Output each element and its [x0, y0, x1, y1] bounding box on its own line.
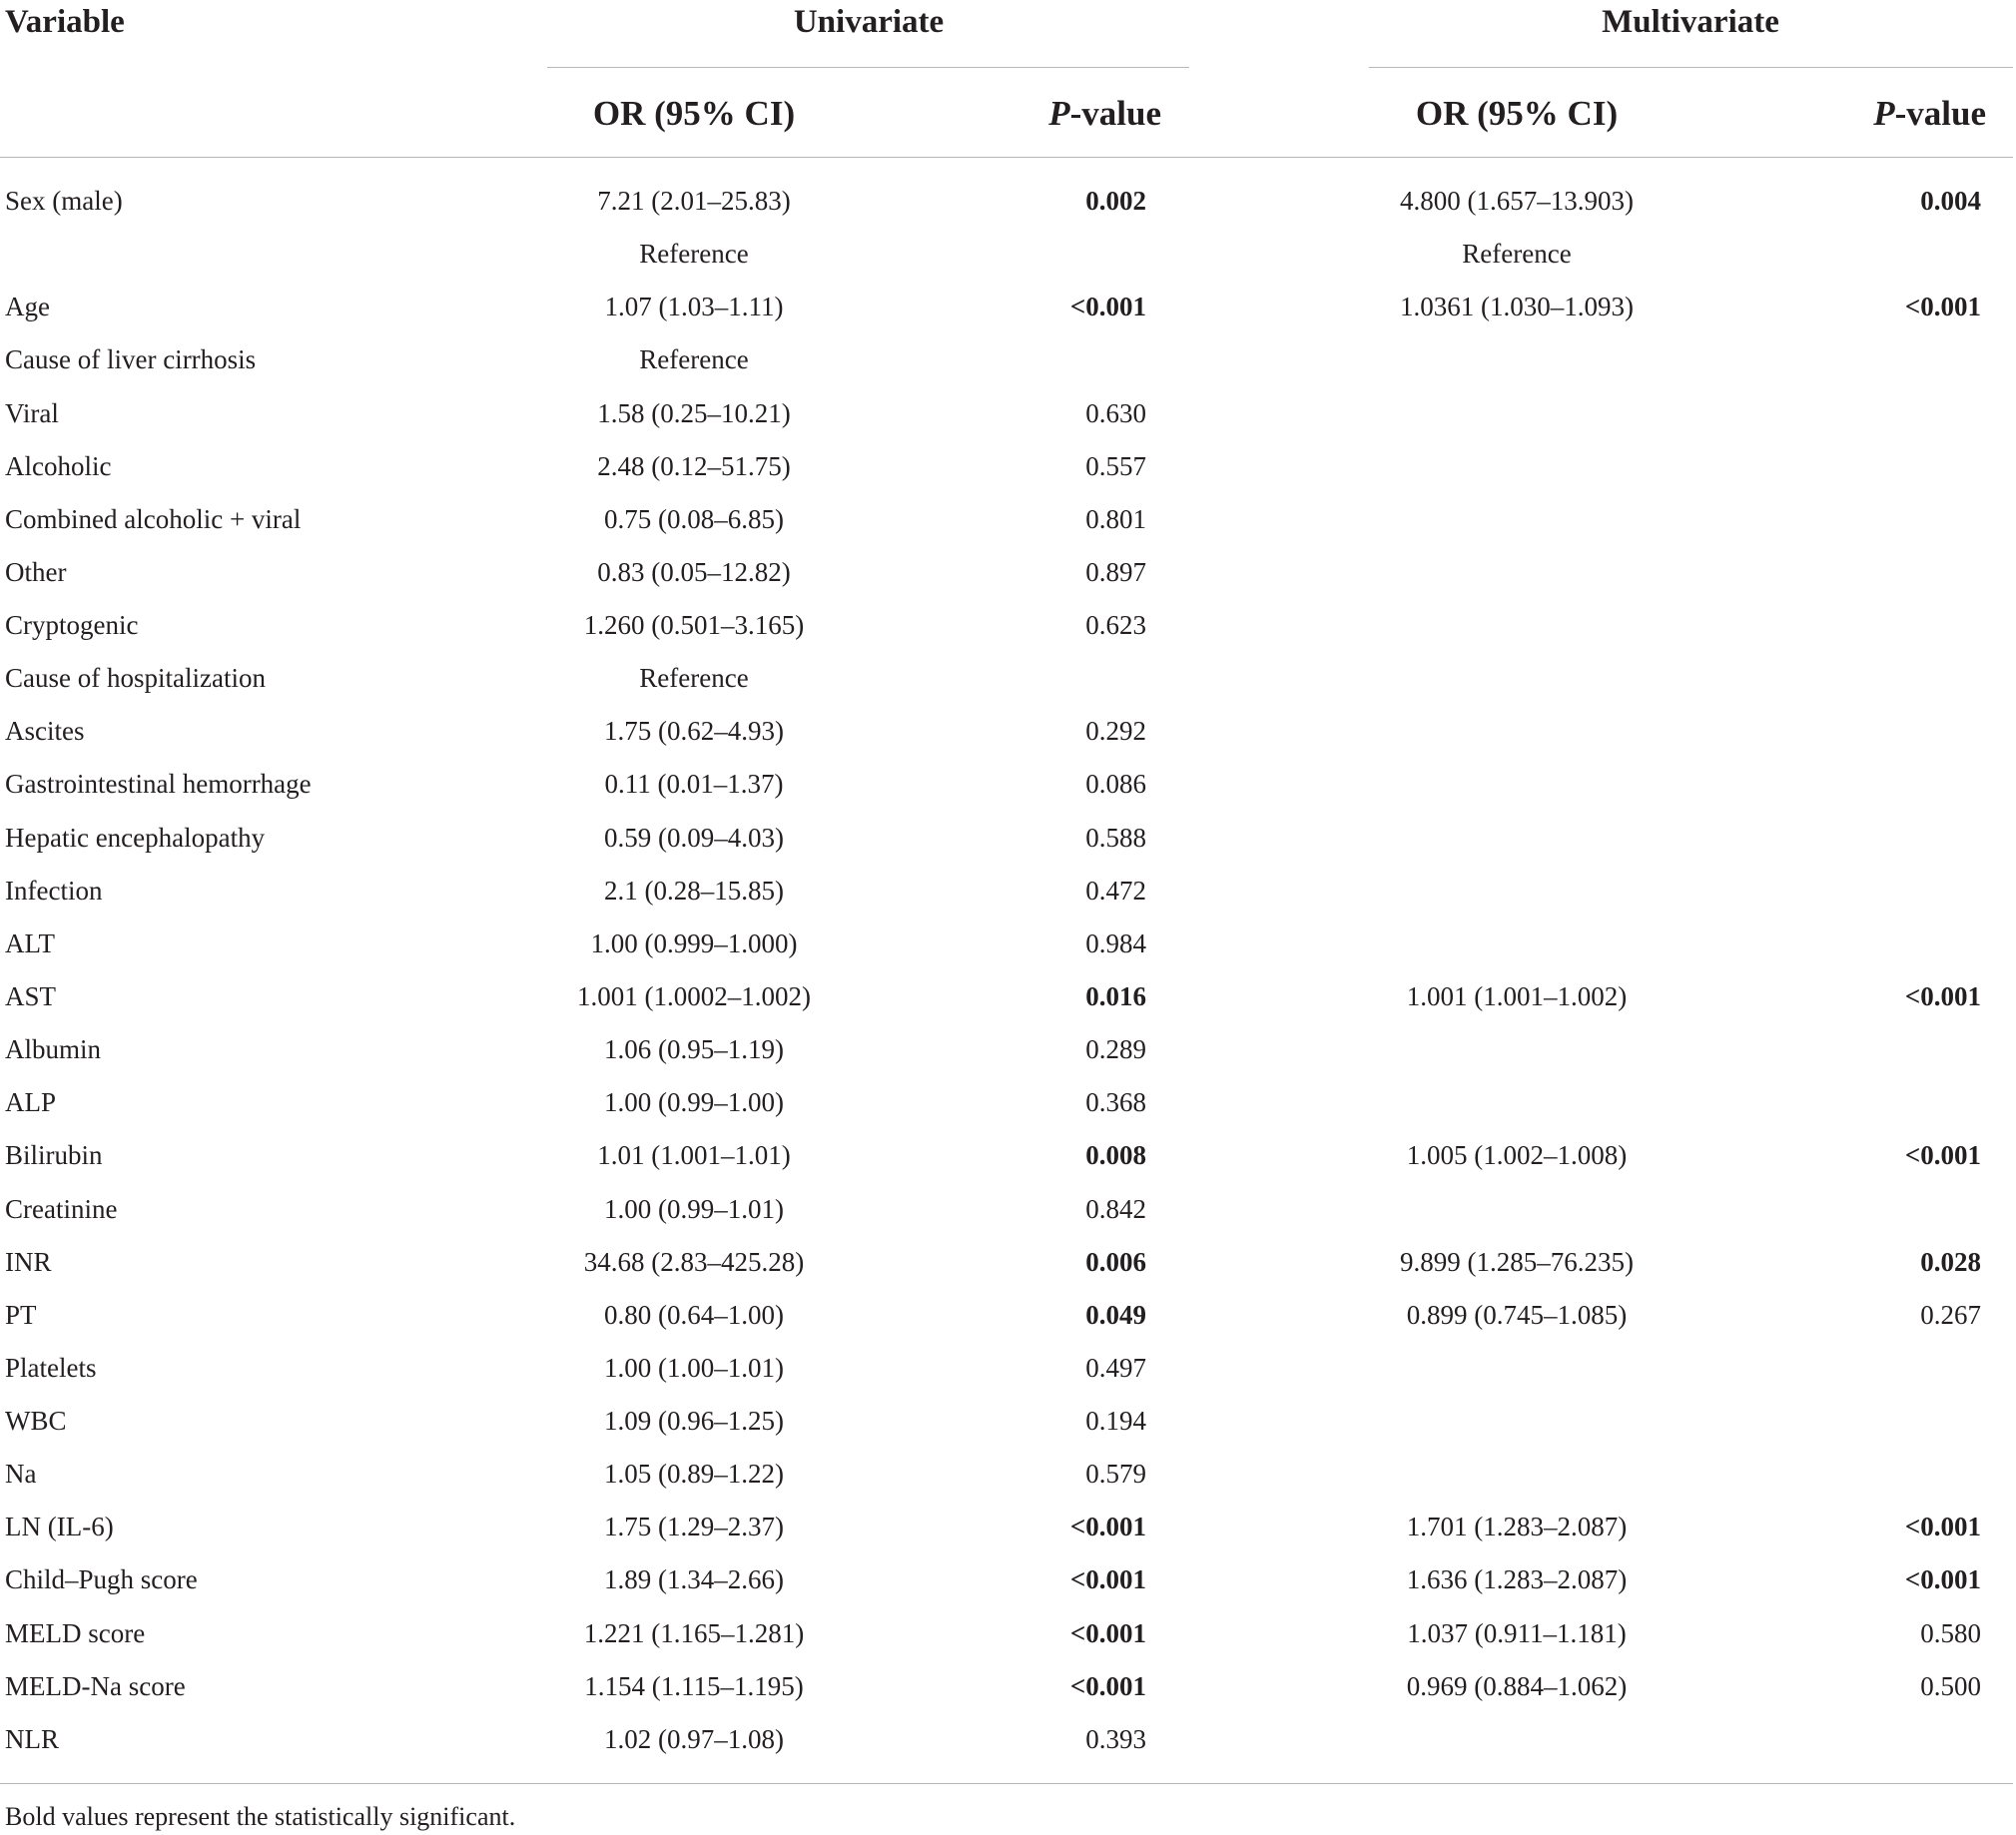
univariate-or-cell: Reference	[639, 663, 749, 694]
univariate-p-cell: 0.588	[1085, 822, 1146, 853]
univariate-p-cell: 0.630	[1085, 397, 1146, 428]
multivariate-header: Multivariate	[1602, 4, 1779, 40]
table-row	[0, 1129, 2016, 1182]
univariate-or-cell: Reference	[639, 344, 749, 375]
variable-cell: Platelets	[5, 1352, 97, 1383]
univariate-or-cell: 1.00 (0.999–1.000)	[590, 927, 798, 958]
variable-cell: Na	[5, 1459, 37, 1490]
univariate-or-cell: 1.05 (0.89–1.22)	[604, 1459, 784, 1490]
variable-cell: ALT	[5, 927, 56, 958]
table-row	[0, 1395, 2016, 1448]
univariate-p-cell: 0.194	[1085, 1406, 1146, 1436]
multivariate-p-cell: <0.001	[1904, 1512, 1981, 1542]
univariate-or-cell: 1.221 (1.165–1.281)	[583, 1617, 805, 1648]
table-row	[0, 1607, 2016, 1660]
variable-cell: INR	[5, 1246, 52, 1277]
multivariate-or-cell: Reference	[1462, 239, 1572, 270]
univariate-or-cell: 1.07 (1.03–1.11)	[604, 292, 784, 322]
univariate-or-cell: 1.260 (0.501–3.165)	[583, 610, 805, 640]
table-row	[0, 1553, 2016, 1606]
variable-cell: ALP	[5, 1087, 57, 1118]
univariate-p-cell: 0.623	[1085, 610, 1146, 640]
univariate-or-cell: 1.154 (1.115–1.195)	[584, 1670, 804, 1701]
univariate-or-cell: 1.00 (0.99–1.01)	[604, 1193, 784, 1224]
univariate-p-cell: <0.001	[1069, 292, 1146, 322]
table-row	[0, 1448, 2016, 1501]
p-rest: -value	[1069, 94, 1161, 133]
variable-cell: Ascites	[5, 716, 85, 747]
table-row	[0, 1076, 2016, 1129]
multivariate-p-cell: <0.001	[1904, 1564, 1981, 1595]
univariate-p-header	[1048, 94, 1161, 134]
table-row	[0, 546, 2016, 599]
multivariate-or-cell: 1.037 (0.911–1.181)	[1407, 1617, 1627, 1648]
univariate-header: Univariate	[793, 4, 945, 40]
multivariate-p-cell: 0.004	[1920, 186, 1981, 216]
table-row	[0, 281, 2016, 333]
univariate-or-cell: 0.80 (0.64–1.00)	[604, 1299, 784, 1330]
table-row	[0, 1236, 2016, 1289]
header-rule	[0, 157, 2013, 158]
table-row	[0, 1713, 2016, 1766]
univariate-or-cell: Reference	[639, 239, 749, 270]
table-row	[0, 970, 2016, 1023]
univariate-p-cell: <0.001	[1069, 1617, 1146, 1648]
univariate-p-cell: <0.001	[1069, 1670, 1146, 1701]
table-row	[0, 918, 2016, 970]
univariate-p-cell: 0.086	[1085, 769, 1146, 800]
table-row	[0, 705, 2016, 758]
table-row	[0, 387, 2016, 440]
variable-cell: Cryptogenic	[5, 610, 139, 640]
univariate-p-cell: 0.497	[1085, 1352, 1146, 1383]
univariate-p-cell: 0.897	[1085, 556, 1146, 587]
multivariate-or-cell: 1.636 (1.283–2.087)	[1406, 1564, 1628, 1595]
univariate-p-cell: 0.006	[1085, 1246, 1146, 1277]
table-row	[0, 1183, 2016, 1236]
univariate-p-cell: <0.001	[1069, 1512, 1146, 1542]
multivariate-or-cell: 4.800 (1.657–13.903)	[1400, 186, 1634, 216]
variable-cell: NLR	[5, 1723, 59, 1754]
table-row	[0, 652, 2016, 705]
table-row	[0, 812, 2016, 865]
multivariate-or-cell: 1.005 (1.002–1.008)	[1406, 1140, 1628, 1171]
univariate-p-cell: 0.557	[1085, 450, 1146, 481]
variable-cell: Creatinine	[5, 1193, 118, 1224]
univariate-p-cell: 0.368	[1085, 1087, 1146, 1118]
multivariate-p-cell: 0.500	[1920, 1670, 1981, 1701]
variable-cell: Other	[5, 556, 67, 587]
table-row	[0, 1501, 2016, 1553]
variable-cell: Infection	[5, 875, 103, 906]
univariate-p-cell: 0.842	[1085, 1193, 1146, 1224]
univariate-or-cell: 1.58 (0.25–10.21)	[597, 397, 791, 428]
p-italic: P	[1873, 94, 1895, 133]
variable-cell: PT	[5, 1299, 37, 1330]
univariate-or-cell: 0.59 (0.09–4.03)	[604, 822, 784, 853]
multivariate-group-rule	[1369, 67, 2013, 68]
table-row	[0, 1660, 2016, 1713]
multivariate-p-cell: <0.001	[1904, 292, 1981, 322]
variable-cell: Albumin	[5, 1034, 102, 1065]
table-row	[0, 175, 2016, 228]
variable-cell: Child–Pugh score	[5, 1564, 198, 1595]
table-row	[0, 599, 2016, 652]
univariate-or-header: OR (95% CI)	[592, 94, 796, 133]
table-row	[0, 1342, 2016, 1395]
univariate-or-cell: 2.48 (0.12–51.75)	[597, 450, 791, 481]
variable-cell: Viral	[5, 397, 59, 428]
univariate-or-cell: 1.09 (0.96–1.25)	[604, 1406, 784, 1436]
multivariate-or-cell: 9.899 (1.285–76.235)	[1400, 1246, 1634, 1277]
univariate-or-cell: 1.01 (1.001–1.01)	[597, 1140, 791, 1171]
variable-cell: Bilirubin	[5, 1140, 103, 1171]
univariate-p-cell: 0.984	[1085, 927, 1146, 958]
multivariate-or-header: OR (95% CI)	[1415, 94, 1619, 133]
univariate-p-cell: 0.472	[1085, 875, 1146, 906]
univariate-p-cell: 0.049	[1085, 1299, 1146, 1330]
variable-cell: LN (IL-6)	[5, 1512, 114, 1542]
univariate-or-cell: 1.06 (0.95–1.19)	[604, 1034, 784, 1065]
variable-cell: WBC	[5, 1406, 67, 1436]
univariate-p-cell: 0.016	[1085, 981, 1146, 1011]
variable-cell: Cause of hospitalization	[5, 663, 266, 694]
variable-cell: Alcoholic	[5, 450, 112, 481]
multivariate-or-cell: 1.001 (1.001–1.002)	[1406, 981, 1628, 1011]
univariate-or-cell: 0.83 (0.05–12.82)	[597, 556, 791, 587]
bottom-rule	[0, 1783, 2013, 1784]
table-row	[0, 758, 2016, 811]
univariate-or-cell: 0.11 (0.01–1.37)	[604, 769, 784, 800]
variable-cell: Combined alcoholic + viral	[5, 503, 302, 534]
univariate-or-cell: 1.75 (0.62–4.93)	[604, 716, 784, 747]
univariate-or-cell: 2.1 (0.28–15.85)	[604, 875, 784, 906]
variable-cell: AST	[5, 981, 57, 1011]
footnote: Bold values represent the statistically significant.	[5, 1802, 516, 1831]
table-row	[0, 1289, 2016, 1342]
table-row	[0, 1023, 2016, 1076]
univariate-p-cell: 0.579	[1085, 1459, 1146, 1490]
p-rest: -value	[1894, 94, 1986, 133]
univariate-or-cell: 1.00 (1.00–1.01)	[604, 1352, 784, 1383]
univariate-or-cell: 34.68 (2.83–425.28)	[583, 1246, 805, 1277]
univariate-p-cell: 0.801	[1085, 503, 1146, 534]
multivariate-or-cell: 1.0361 (1.030–1.093)	[1400, 292, 1634, 322]
multivariate-p-cell: 0.028	[1920, 1246, 1981, 1277]
p-italic: P	[1048, 94, 1070, 133]
univariate-p-cell: 0.292	[1085, 716, 1146, 747]
multivariate-p-cell: 0.580	[1920, 1617, 1981, 1648]
univariate-p-cell: 0.008	[1085, 1140, 1146, 1171]
variable-cell: Cause of liver cirrhosis	[5, 344, 257, 375]
univariate-or-cell: 1.001 (1.0002–1.002)	[577, 981, 811, 1011]
univariate-or-cell: 1.75 (1.29–2.37)	[604, 1512, 784, 1542]
variable-header: Variable	[5, 4, 125, 40]
univariate-or-cell: 1.00 (0.99–1.00)	[604, 1087, 784, 1118]
variable-cell: Age	[5, 292, 50, 322]
multivariate-p-cell: <0.001	[1904, 981, 1981, 1011]
univariate-or-cell: 1.02 (0.97–1.08)	[604, 1723, 784, 1754]
univariate-or-cell: 1.89 (1.34–2.66)	[604, 1564, 784, 1595]
multivariate-p-cell: <0.001	[1904, 1140, 1981, 1171]
univariate-or-cell: 7.21 (2.01–25.83)	[597, 186, 791, 216]
variable-cell: MELD-Na score	[5, 1670, 186, 1701]
table-row	[0, 493, 2016, 546]
variable-cell: Gastrointestinal hemorrhage	[5, 769, 312, 800]
univariate-p-cell: 0.289	[1085, 1034, 1146, 1065]
univariate-p-cell: 0.002	[1085, 186, 1146, 216]
multivariate-or-cell: 0.969 (0.884–1.062)	[1406, 1670, 1628, 1701]
multivariate-or-cell: 1.701 (1.283–2.087)	[1406, 1512, 1628, 1542]
multivariate-p-cell: 0.267	[1920, 1299, 1981, 1330]
variable-cell: MELD score	[5, 1617, 146, 1648]
multivariate-or-cell: 0.899 (0.745–1.085)	[1406, 1299, 1628, 1330]
table-row	[0, 333, 2016, 386]
univariate-or-cell: 0.75 (0.08–6.85)	[604, 503, 784, 534]
table-row	[0, 865, 2016, 918]
univariate-group-rule	[547, 67, 1189, 68]
univariate-p-cell: <0.001	[1069, 1564, 1146, 1595]
variable-cell: Hepatic encephalopathy	[5, 822, 266, 853]
variable-cell: Sex (male)	[5, 186, 123, 216]
table-row	[0, 228, 2016, 281]
multivariate-p-header	[1873, 94, 1986, 134]
table-row	[0, 440, 2016, 493]
univariate-p-cell: 0.393	[1085, 1723, 1146, 1754]
